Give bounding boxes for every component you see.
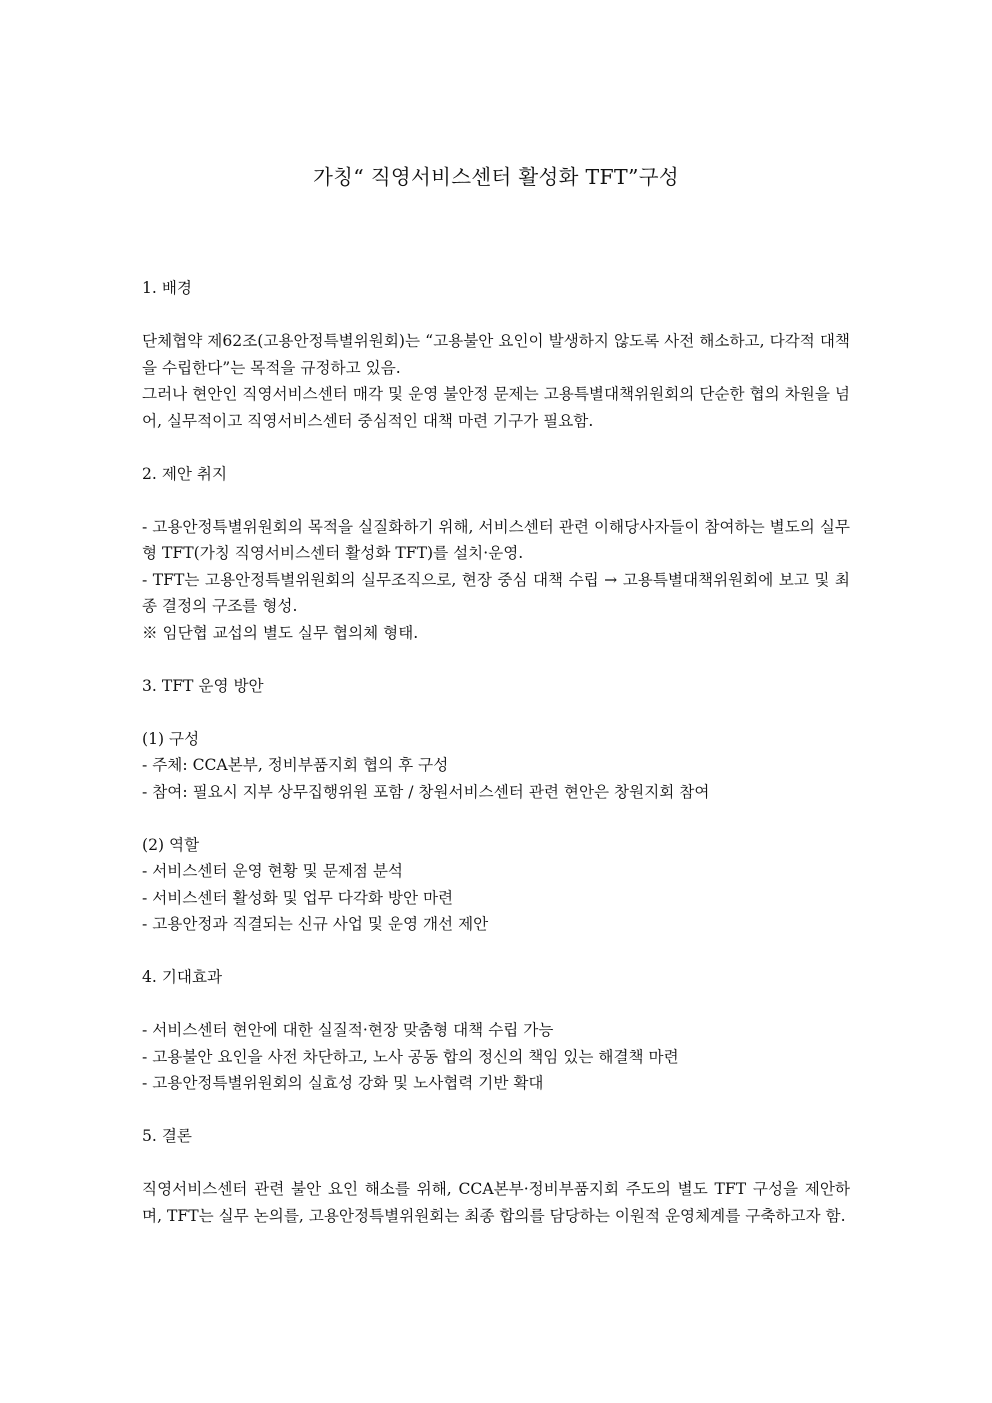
- section-heading-proposal-purpose: 2. 제안 취지: [142, 464, 228, 483]
- section-heading-conclusion: 5. 결론: [142, 1127, 192, 1145]
- composition-item: - 참여: 필요시 지부 상무집행위원 포함 / 창원서비스센터 관련 현안은 창원지회 참여: [142, 782, 710, 801]
- background-paragraph-2: 그러나 현안인 직영서비스센터 매각 및 운영 불안정 문제는 고용특별대책위원회의 단순한 협의 차원을 넘어, 실무적이고 직영서비스센터 중심적인 대책 마련 기구가 필요함.: [142, 385, 850, 430]
- document-body: [142, 275, 850, 1229]
- subsection-title-composition: (1) 구성: [142, 729, 200, 748]
- effect-item: - 서비스센터 현안에 대한 실질적·현장 맞춤형 대책 수립 가능: [142, 1021, 554, 1039]
- role-item: - 서비스센터 운영 현황 및 문제점 분석: [142, 862, 403, 880]
- section-heading-background: 1. 배경: [142, 279, 192, 297]
- effect-item: - 고용안정특별위원회의 실효성 강화 및 노사협력 기반 확대: [142, 1074, 544, 1092]
- section-heading-expected-effects: 4. 기대효과: [142, 968, 223, 986]
- purpose-paragraph-2: - TFT는 고용안정특별위원회의 실무조직으로, 현장 중심 대책 수립 → 고용특별대책위원회에 보고 및 최종 결정의 구조를 형성.: [142, 570, 850, 615]
- purpose-note: ※ 임단협 교섭의 별도 실무 협의체 형태.: [142, 623, 419, 642]
- document-title: 가칭“ 직영서비스센터 활성화 TFT”구성: [313, 165, 679, 189]
- composition-item: - 주체: CCA본부, 정비부품지회 협의 후 구성: [142, 756, 449, 774]
- subsection-title-role: (2) 역할: [142, 835, 200, 854]
- effect-item: - 고용불안 요인을 사전 차단하고, 노사 공동 합의 정신의 책임 있는 해결책 마련: [142, 1047, 679, 1066]
- background-paragraph-1: 단체협약 제62조(고용안정특별위원회)는 “고용불안 요인이 발생하지 않도록 사전 해소하고, 다각적 대책을 수립한다”는 목적을 규정하고 있음.: [142, 332, 850, 377]
- role-item: - 고용안정과 직결되는 신규 사업 및 운영 개선 제안: [142, 915, 489, 933]
- role-item: - 서비스센터 활성화 및 업무 다각화 방안 마련: [142, 888, 454, 907]
- section-heading-tft-operation: 3. TFT 운영 방안: [142, 676, 264, 695]
- purpose-paragraph-1: - 고용안정특별위원회의 목적을 실질화하기 위해, 서비스센터 관련 이해당사자들이 참여하는 별도의 실무형 TFT(가칭 직영서비스센터 활성화 TFT)를 설치·운영.: [142, 517, 850, 562]
- conclusion-paragraph: 직영서비스센터 관련 불안 요인 해소를 위해, CCA본부·정비부품지회 주도의 별도 TFT 구성을 제안하며, TFT는 실무 논의를, 고용안정특별위원회는 최종 합의를 담당하는 이원적 운영체계를 구축하고자 함.: [142, 1180, 850, 1225]
